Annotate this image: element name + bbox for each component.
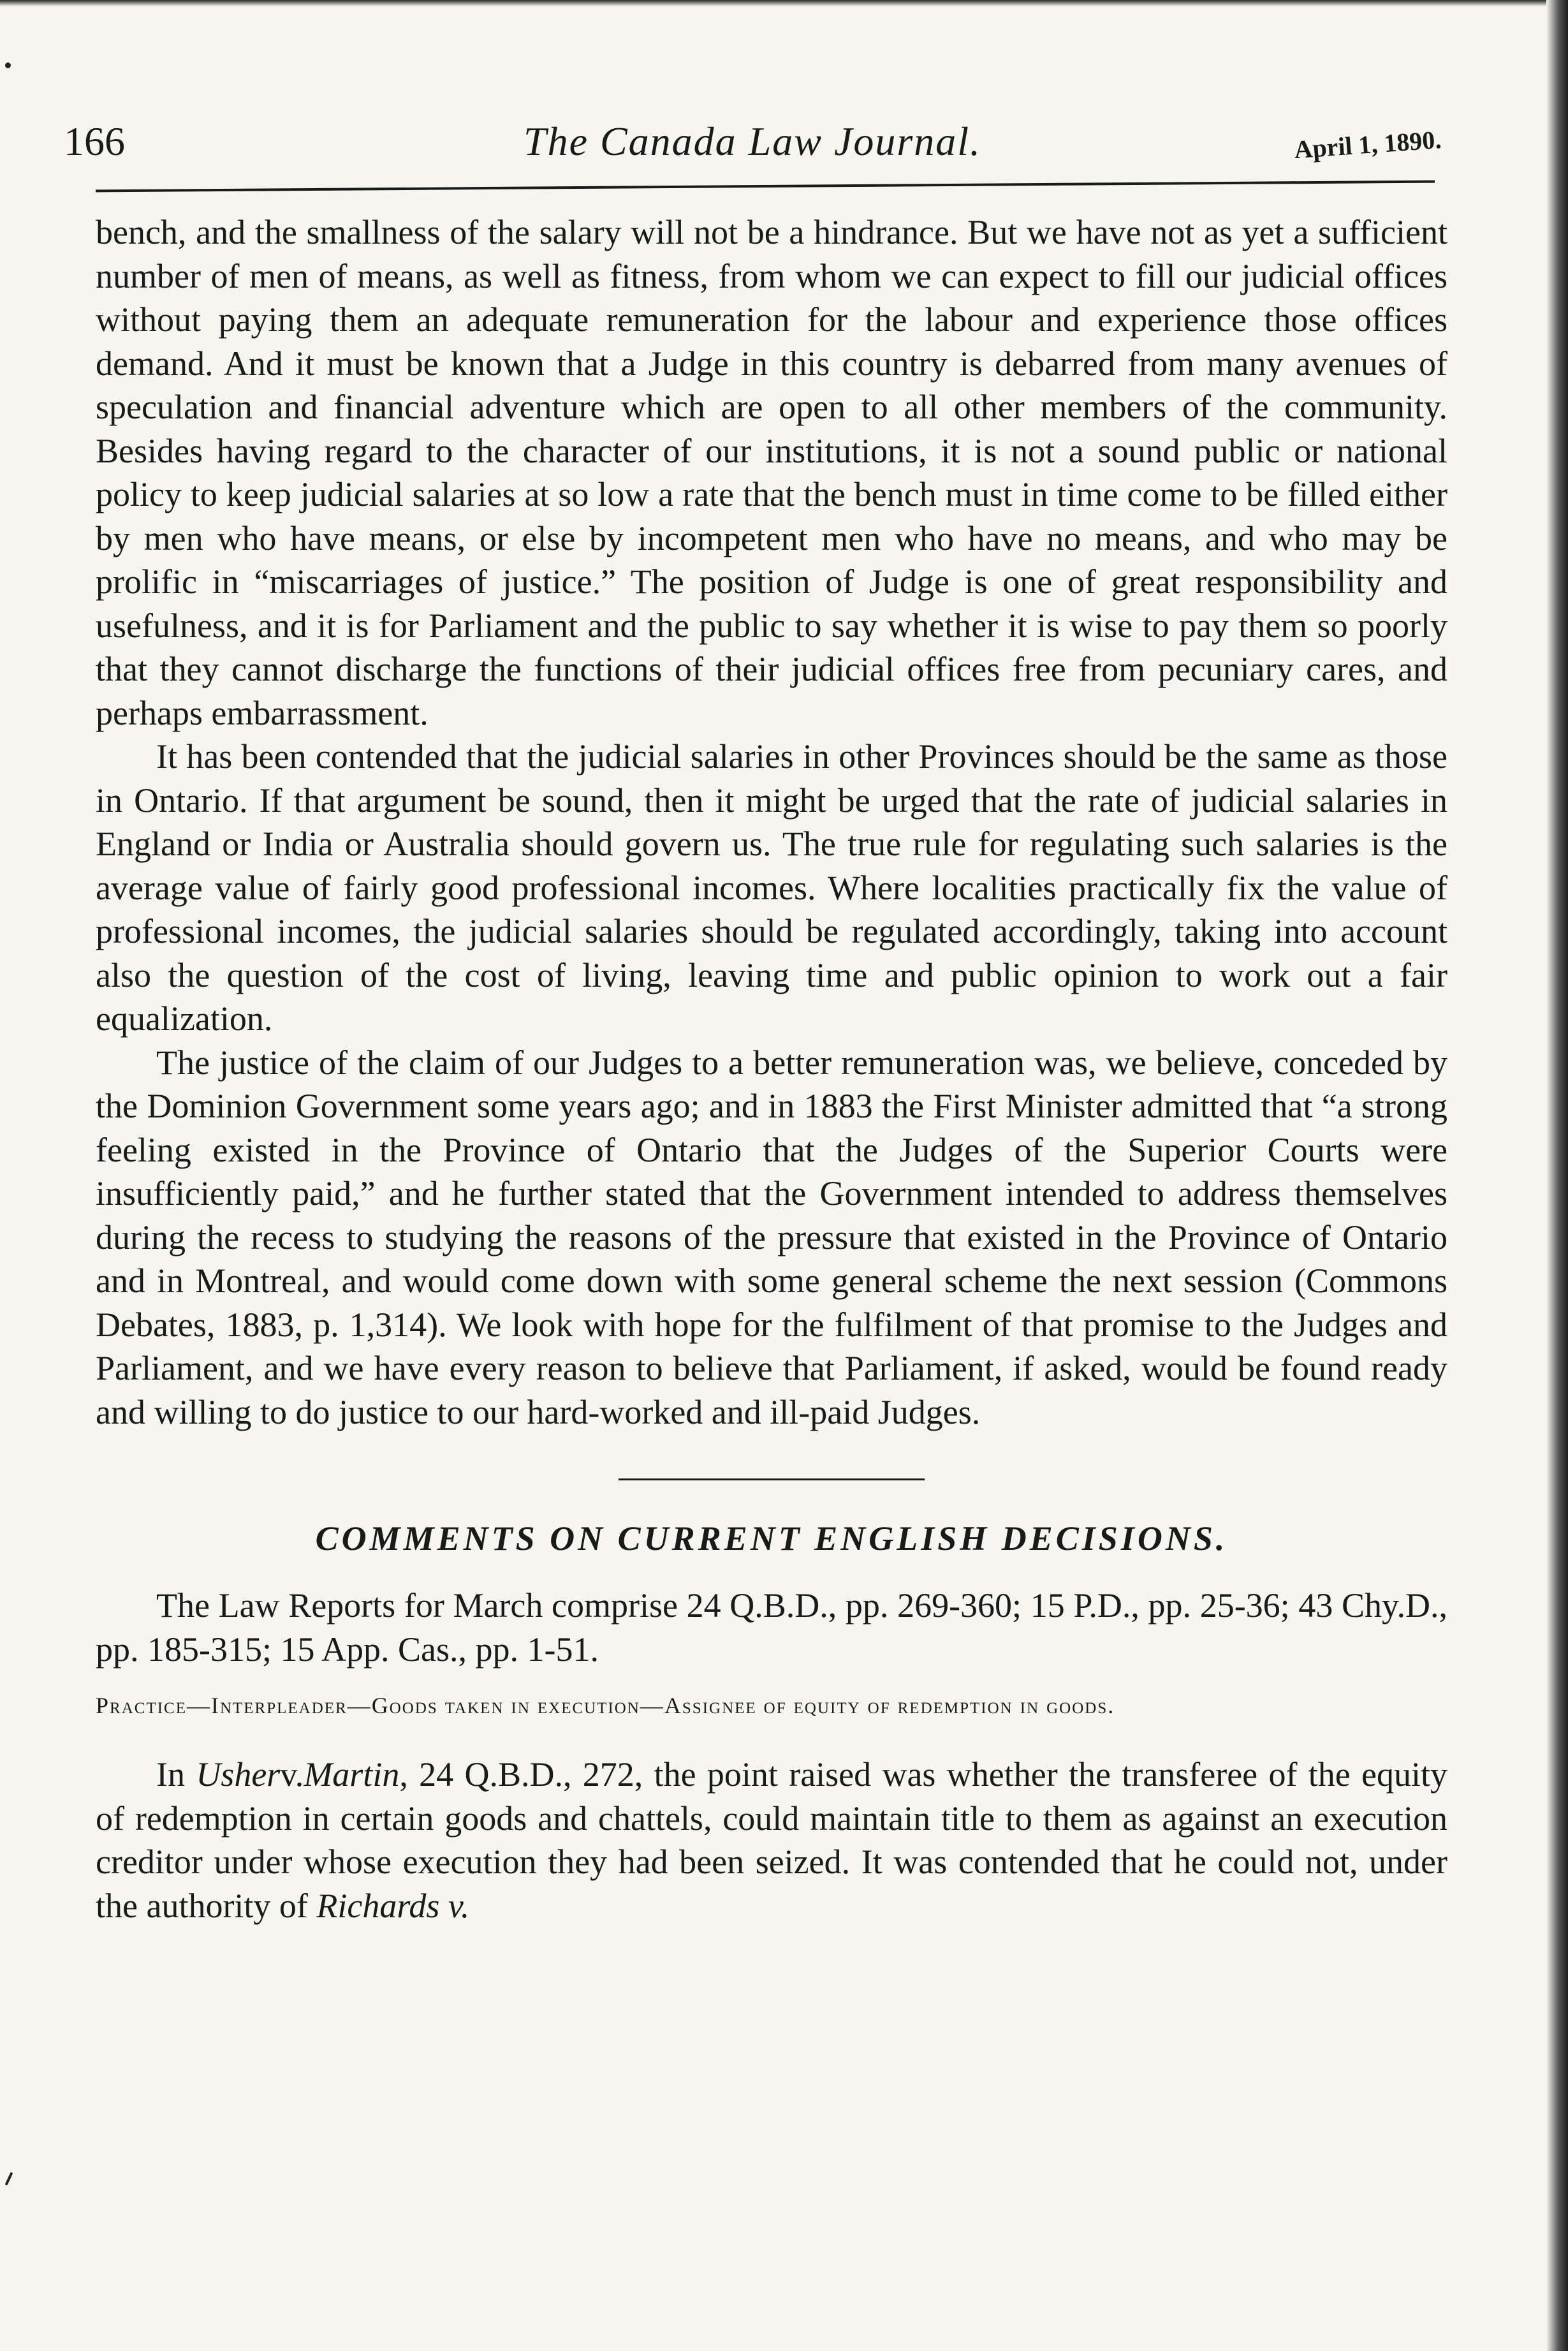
case-prefix: In [156, 1755, 196, 1794]
case-name-v: v. [280, 1755, 304, 1794]
page-header [64, 112, 1441, 182]
section-divider [619, 1478, 925, 1480]
ink-speck [5, 63, 11, 68]
issue-date: April 1, 1890. [1293, 125, 1442, 165]
article-paragraph: The justice of the claim of our Judges to a better remuneration was, we believe, conceded by the Dominion Government some years ago; and in 1883 the First Minister admitted that “a strong feeling existed in the Province of Ontario that the Judges of the Superior Courts were insufficiently paid,” and he further stated that the Government intended to address themselves during the recess to studying the reasons of the pressure that existed in the Province of Ontario and in Montreal, and would come down with some general scheme the next session (Commons Debates, 1883, p. 1,314). We look with hope for the fulfilment of that promise to the Judges and Parliament, and we have every reason to believe that Parliament, if asked, would be found ready and willing to do justice to our hard-worked and ill-paid Judges. [96, 1043, 1447, 1431]
section-heading: COMMENTS ON CURRENT ENGLISH DECISIONS. [315, 1519, 1228, 1558]
page-body [96, 210, 1447, 1927]
article-paragraph: bench, and the smallness of the salary will not be a hindrance. But we have not as yet a sufficient number of men of means, as well as fitness, from whom we can expect to fill our judicial offices without paying them an adequate remuneration for the labour and experience those offices demand. And it must be known that a Judge in this country is debarred from many avenues of speculation and financial adventure which are open to all other members of the community. Besides having regard to the character of our institutions, it is not a sound public or national policy to keep judicial salaries at so low a rate that the bench must in time come to be filled either by men who have means, or else by incompetent men who have no means, and who may be prolific in “miscarriages of justice.” The position of Judge is one of great responsibility and usefulness, and it is for Parliament and the public to say whether it is wise to pay them so poorly that they cannot discharge the functions of their judicial offices free from pecuniary cares, and perhaps embarrassment. [96, 213, 1447, 732]
page-binding-edge [1546, 0, 1568, 2351]
page-number: 166 [64, 119, 125, 164]
ink-speck [5, 2172, 13, 2186]
case-topic-heading: Practice—Interpleader—Goods taken in execution—Assignee of equity of redemption in goods. [96, 1693, 1115, 1718]
header-rule [96, 181, 1435, 193]
article-paragraph: It has been contended that the judicial salaries in other Provinces should be the same as those in Ontario. If that argument be sound, then it might be urged that the rate of judicial salaries in England or India or Australia should govern us. The true rule for regulating such salaries is the average value of fairly good professional incomes. Where localities practically fix the value of professional incomes, the judicial salaries should be regulated accordingly, taking into account also the question of the cost of living, leaving time and public opinion to work out a fair equalization. [96, 737, 1447, 1038]
trailing-case-citation: Richards v. [316, 1886, 470, 1925]
case-text: , 24 Q.B.D., 272, the point raised was whether the transferee of the equity of redemption in certain goods and chattels, could maintain title to them as against an execution creditor under whose execution they had been seized. It was contended that he could not, under the authority of [96, 1755, 1448, 1925]
page-top-edge [0, 0, 1568, 6]
case-name-defendant: Martin [304, 1755, 400, 1794]
case-paragraph [96, 1753, 1447, 1927]
law-reports-intro: The Law Reports for March comprise 24 Q.B.D., pp. 269-360; 15 P.D., pp. 25-36; 43 Chy.D., pp. 185-315; 15 App. Cas., pp. 1-51. [96, 1586, 1447, 1669]
case-name-plaintiff: Usher [196, 1755, 281, 1794]
journal-title: The Canada Law Journal. [523, 119, 982, 164]
